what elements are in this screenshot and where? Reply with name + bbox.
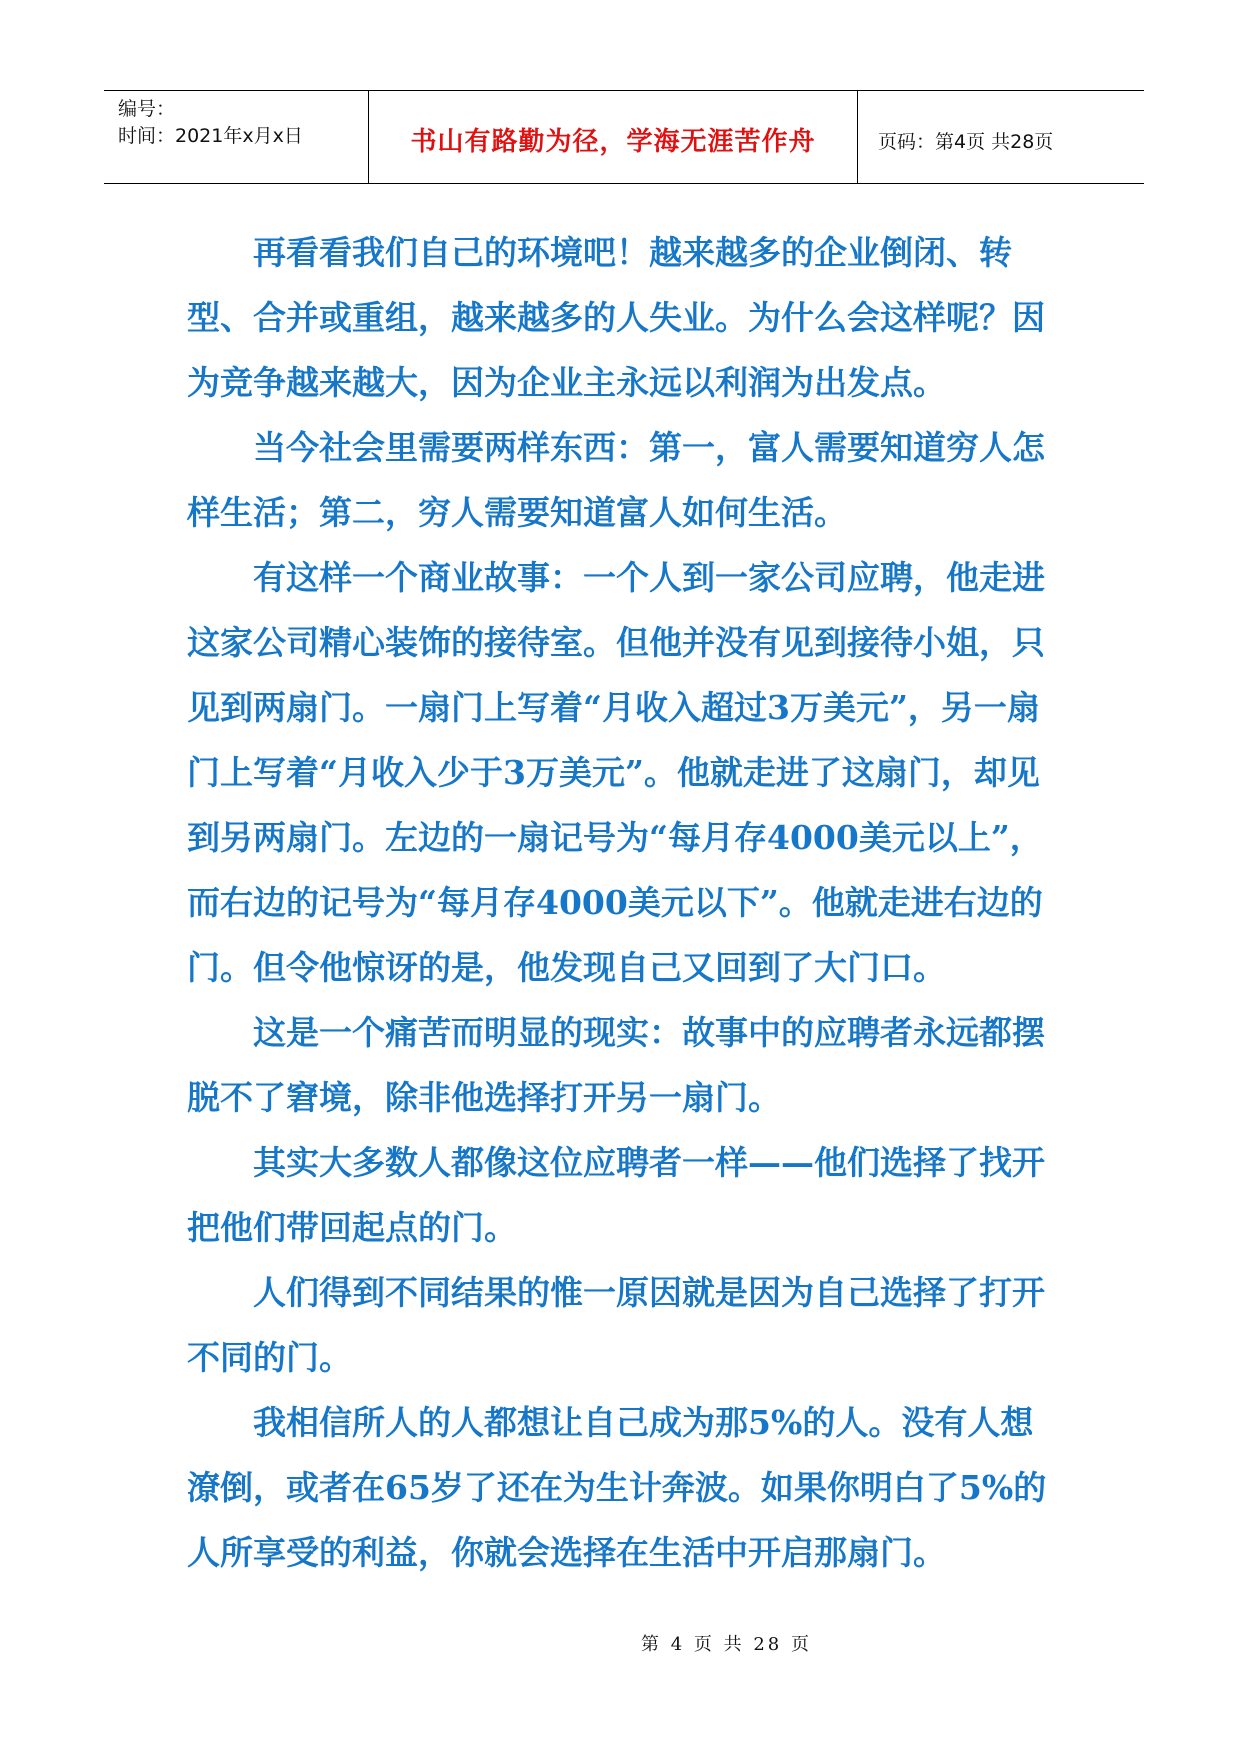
body-paragraph: 有这样一个商业故事：一个人到一家公司应聘，他走进这家公司精心装饰的接待室。但他并没有见到接待小姐，只见到两扇门。一扇门上写着“月收入超过3万美元”，另一扇门上写着“月收入少于3万美元”。他就走进了这扇门，却见到另两扇门。左边的一扇记号为“每月存4000美元以上”，而右边的记号为“每月存4000美元以下”。他就走进右边的门。但令他惊讶的是，他发现自己又回到了大门口。 xyxy=(187,558,1045,987)
body-paragraph: 再看看我们自己的环境吧！越来越多的企业倒闭、转型、合并或重组，越来越多的人失业。为什么会这样呢？因为竞争越来越大，因为企业主永远以利润为出发点。 xyxy=(187,233,1045,402)
header-motto: 书山有路勤为径，学海无涯苦作舟 xyxy=(410,127,816,157)
body-paragraph: 我相信所人的人都想让自己成为那5%的人。没有人想潦倒，或者在65岁了还在为生计奔波。如果你明白了5%的人所享受的利益，你就会选择在生活中开启那扇门。 xyxy=(187,1403,1047,1572)
body-paragraph: 当今社会里需要两样东西：第一，富人需要知道穷人怎样生活；第二，穷人需要知道富人如何生活。 xyxy=(187,428,1045,532)
document-time-label: 时间：2021年x月x日 xyxy=(118,125,303,147)
body-paragraph: 这是一个痛苦而明显的现实：故事中的应聘者永远都摆脱不了窘境，除非他选择打开另一扇门。 xyxy=(187,1013,1045,1117)
page-header xyxy=(104,90,1144,184)
header-middle-cell xyxy=(368,91,858,183)
header-page-info: 页码：第4页 共28页 xyxy=(878,131,1054,153)
document-body xyxy=(187,220,1057,1585)
header-right-cell xyxy=(858,91,1144,183)
body-paragraph: 其实大多数人都像这位应聘者一样——他们选择了找开把他们带回起点的门。 xyxy=(187,1143,1045,1247)
document-number-label: 编号： xyxy=(118,98,176,120)
header-left-cell xyxy=(104,91,368,183)
page-footer: 第 4 页 共 28 页 xyxy=(641,1634,812,1655)
body-paragraph: 人们得到不同结果的惟一原因就是因为自己选择了打开不同的门。 xyxy=(187,1273,1045,1377)
